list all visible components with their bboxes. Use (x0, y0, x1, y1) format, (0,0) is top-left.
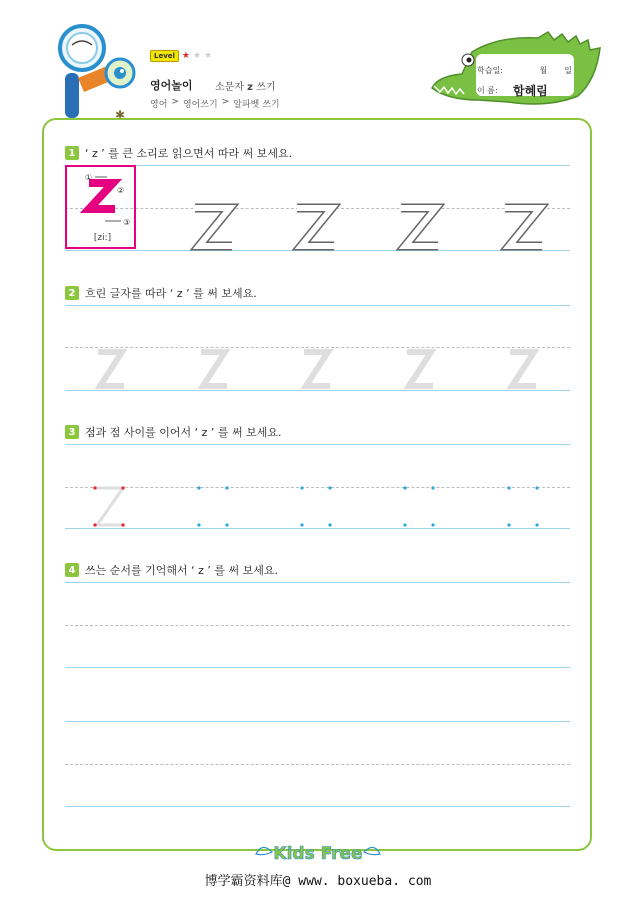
level-badge: Level (150, 50, 179, 62)
section-4-heading: 4 쓰는 순서를 기억해서 ‘ z ’ 를 써 보세요. (65, 562, 278, 578)
writing-line[interactable] (65, 582, 570, 583)
section-3-instruction: 점과 점 사이를 이어서 ‘ z ’ 를 써 보세요. (85, 426, 282, 439)
writing-line[interactable] (65, 806, 570, 807)
stroke-3-marker: ③ (123, 218, 131, 227)
level-indicator (150, 50, 212, 62)
kids-free-logo (252, 838, 384, 864)
faint-letter (407, 352, 433, 386)
guide-dot (403, 523, 406, 526)
faint-letter (98, 352, 124, 386)
guide-dot (431, 523, 434, 526)
writing-line[interactable] (65, 721, 570, 722)
section-1-instruction: ‘ z ’ 를 큰 소리로 읽으면서 따라 써 보세요. (85, 147, 293, 160)
study-date-row: 학습일: 월 일 (477, 65, 572, 75)
breadcrumb: 영어 > 영어쓰기 > 알파벳 쓰기 (150, 97, 280, 110)
phonetic-label: [zi:] (93, 233, 112, 243)
worksheet-subtitle: 소문자 z 쓰기 (215, 82, 276, 93)
faint-letter (510, 352, 536, 386)
guide-dot (225, 486, 228, 489)
guide-dot (328, 486, 331, 489)
guide-dot (431, 486, 434, 489)
guide-dot (328, 523, 331, 526)
star-empty-icon: ★ (193, 50, 202, 61)
worksheet-title: 영어놀이 (150, 79, 193, 92)
student-info (477, 60, 572, 100)
section-4-instruction: 쓰는 순서를 기억해서 ‘ z ’ 를 써 보세요. (85, 564, 278, 577)
stroke-2-marker: ② (117, 186, 125, 195)
writing-line[interactable] (65, 667, 570, 668)
section-1-heading: 1 ‘ z ’ 를 큰 소리로 읽으면서 따라 써 보세요. (65, 145, 292, 161)
guide-dot (300, 486, 303, 489)
section-2-heading: 2 흐린 글자를 따라 ‘ z ’ 를 써 보세요. (65, 285, 257, 301)
day-label: 일 (564, 65, 572, 75)
magnifier-mascot-icon (50, 18, 140, 128)
reference-letter-box (65, 165, 136, 249)
guide-dot (535, 523, 538, 526)
stroke-1-marker: ① (85, 173, 93, 182)
faint-letter (201, 352, 227, 386)
stroke-order-diagram (67, 167, 138, 231)
svg-text:Kids Free: Kids Free (273, 844, 363, 864)
faint-letters-row (65, 340, 570, 395)
guide-dot (403, 486, 406, 489)
guide-dot (507, 523, 510, 526)
guide-dot (225, 523, 228, 526)
section-3-heading: 3 점과 점 사이를 이어서 ‘ z ’ 를 써 보세요. (65, 424, 282, 440)
dot-guides-row (65, 480, 570, 535)
star-filled-icon: ★ (181, 50, 190, 61)
outline-letter[interactable] (297, 208, 334, 246)
month-label: 월 (539, 65, 548, 75)
site-watermark: 博学霸资料库@ www. boxueba. com (204, 874, 432, 889)
section-2-instruction: 흐린 글자를 따라 ‘ z ’ 를 써 보세요. (85, 287, 257, 300)
star-empty-icon: ★ (204, 50, 213, 61)
guide-dot (121, 486, 124, 489)
guide-dot (93, 523, 96, 526)
guide-dot (197, 486, 200, 489)
bug-icon: ✱ (115, 108, 126, 122)
outline-letters-row (150, 196, 570, 256)
student-name: 함혜림 (513, 83, 548, 98)
faint-letter (95, 488, 125, 525)
name-row: 이 름: 함혜림 (477, 83, 548, 98)
outline-letter[interactable] (505, 208, 542, 246)
faint-letter (304, 352, 330, 386)
guide-dot (197, 523, 200, 526)
guide-dot (535, 486, 538, 489)
outline-letter[interactable] (401, 208, 438, 246)
guide-dot (507, 486, 510, 489)
outline-letter[interactable] (195, 208, 232, 246)
guide-dot (300, 523, 303, 526)
guide-dot (121, 523, 124, 526)
guide-dot (93, 486, 96, 489)
